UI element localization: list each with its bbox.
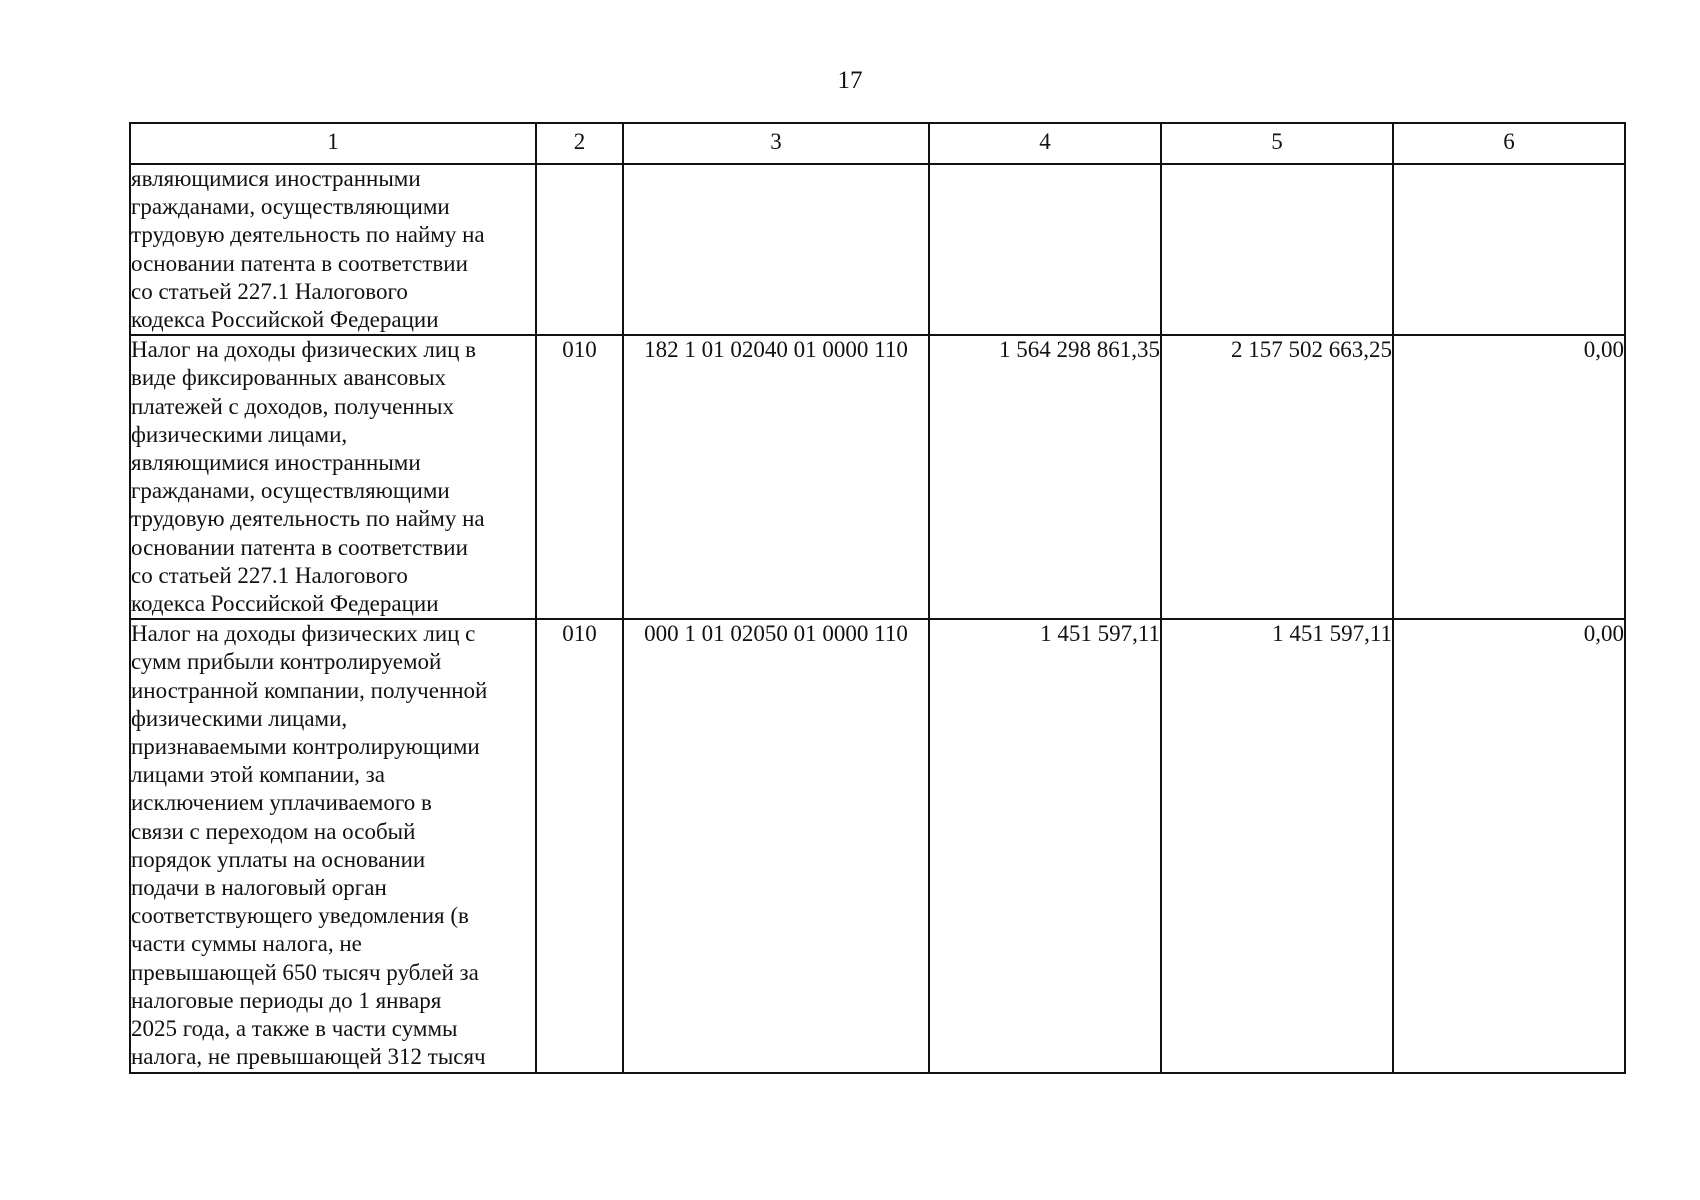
row-name-cell: Налог на доходы физических лиц с сумм прибыли контролируемой иностранной компании, полученной физическими лицами, признаваемыми контролирующими лицами этой компании, за исключением уплачиваемого в связи с переходом на особый порядок уплаты на основании подачи в налоговый орган соответствующего уведомления (в части суммы налога, не превышающей 650 тысяч рублей за налоговые периоды до 1 января 2025 года, а также в части суммы налога, не превышающей 312 тысяч xyxy=(130,619,536,1072)
row-col6-cell xyxy=(1393,164,1625,335)
row-col5-cell xyxy=(1161,164,1393,335)
row-col4-cell xyxy=(929,164,1161,335)
column-header-4: 4 xyxy=(929,123,1161,164)
column-header-2: 2 xyxy=(536,123,623,164)
row-line-code-cell: 010 xyxy=(536,619,623,1072)
row-kbk-cell xyxy=(623,164,929,335)
row-name-cell: являющимися иностранными гражданами, осуществляющими трудовую деятельность по найму на основании патента в соответствии со статьей 227.1 Налогового кодекса Российской Федерации xyxy=(130,164,536,335)
table-row xyxy=(130,164,1625,335)
row-name-cell: Налог на доходы физических лиц в виде фиксированных авансовых платежей с доходов, полученных физическими лицами, являющимися иностранными гражданами, осуществляющими трудовую деятельность по найму на основании патента в соответствии со статьей 227.1 Налогового кодекса Российской Федерации xyxy=(130,335,536,619)
row-col5-cell: 2 157 502 663,25 xyxy=(1161,335,1393,619)
row-col6-cell: 0,00 xyxy=(1393,335,1625,619)
row-line-code-cell xyxy=(536,164,623,335)
row-col4-cell: 1 564 298 861,35 xyxy=(929,335,1161,619)
table-header-row xyxy=(130,123,1625,164)
column-header-5: 5 xyxy=(1161,123,1393,164)
column-header-3: 3 xyxy=(623,123,929,164)
table-row xyxy=(130,619,1625,1072)
table-row xyxy=(130,335,1625,619)
page-number: 17 xyxy=(837,67,863,94)
row-col6-cell: 0,00 xyxy=(1393,619,1625,1072)
column-header-1: 1 xyxy=(130,123,536,164)
column-header-6: 6 xyxy=(1393,123,1625,164)
row-col4-cell: 1 451 597,11 xyxy=(929,619,1161,1072)
row-kbk-cell: 000 1 01 02050 01 0000 110 xyxy=(623,619,929,1072)
row-kbk-cell: 182 1 01 02040 01 0000 110 xyxy=(623,335,929,619)
row-col5-cell: 1 451 597,11 xyxy=(1161,619,1393,1072)
row-line-code-cell: 010 xyxy=(536,335,623,619)
report-table xyxy=(129,122,1626,1074)
